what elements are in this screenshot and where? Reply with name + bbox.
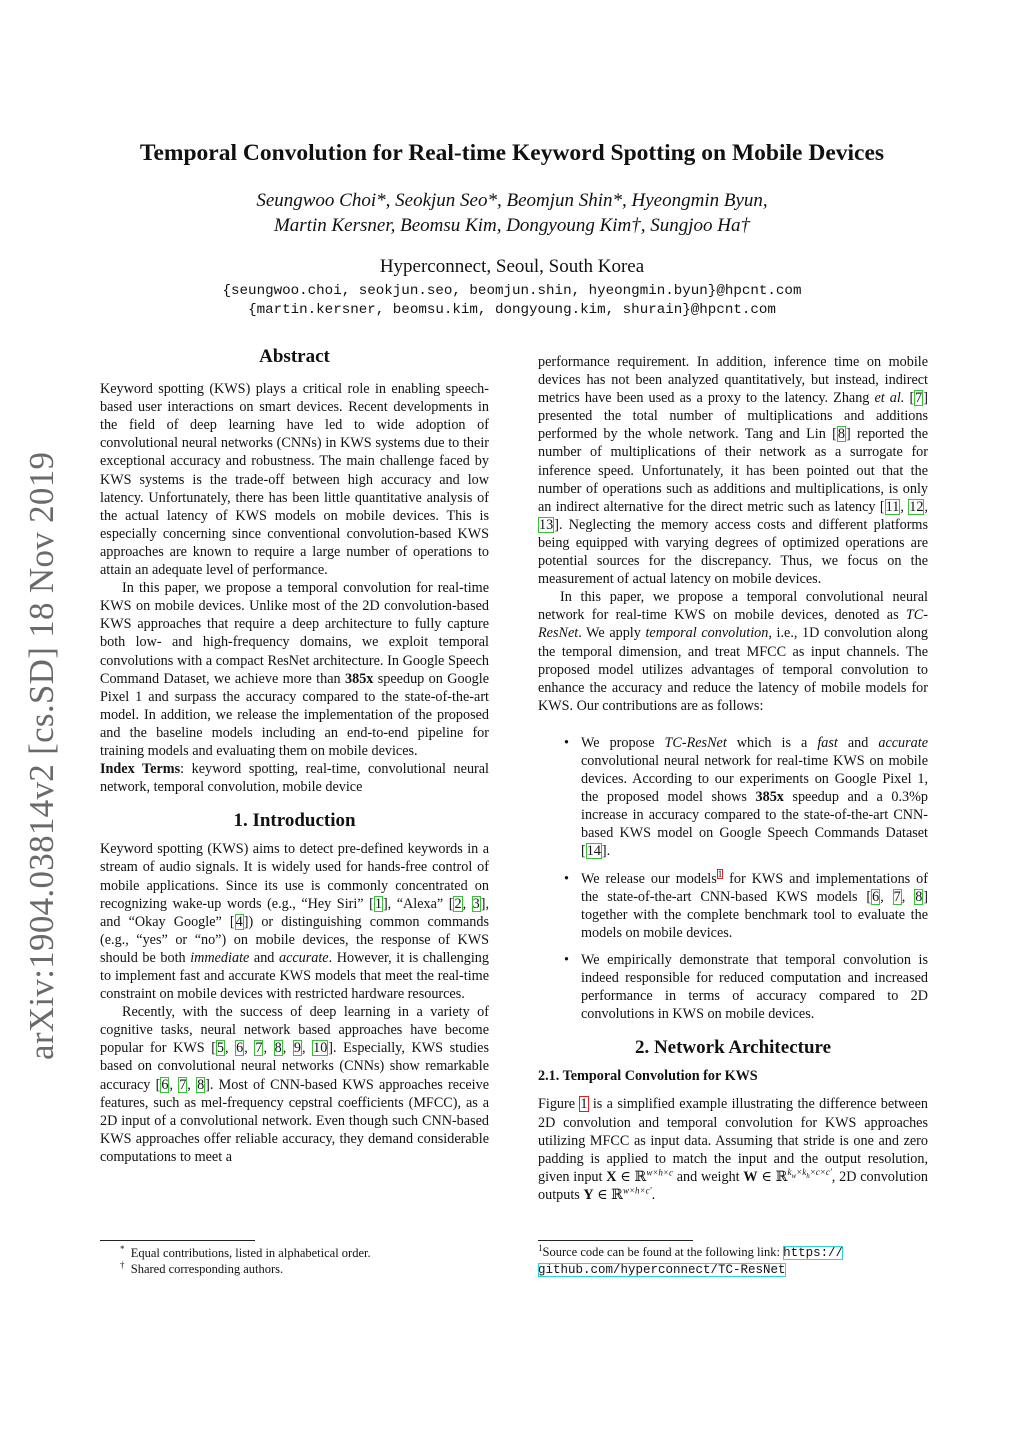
citation-link[interactable]: 7 xyxy=(255,1040,263,1057)
citation-link[interactable]: 8 xyxy=(915,888,923,905)
email-list xyxy=(0,282,1024,320)
footnote-divider xyxy=(538,1240,693,1241)
source-code-link[interactable]: github.com/hyperconnect/TC-ResNet xyxy=(538,1263,786,1277)
right-footnote: $^1$Source code can be found at the following link: https:// github.com/hyperconnect/TC-ResNet xyxy=(538,1242,844,1277)
citation-link[interactable]: 10 xyxy=(313,1040,328,1057)
contribution-item: • We propose TC-ResNet which is a fast and accurate convolutional neural network for real-time KWS on mobile devices. According to our experiments on Google Pixel 1, the proposed model shows 385x speedup and a 0.3%p increase in accuracy compared to the state-of-the-art CNN-based KWS model on Google Speech Commands Dataset [14]. xyxy=(538,734,928,861)
citation-link[interactable]: 8 xyxy=(197,1076,205,1093)
authors-line-1: Seungwoo Choi*, Seokjun Seo*, Beomjun Shin*, Hyeongmin Byun, xyxy=(256,190,768,211)
citation-link[interactable]: 1 xyxy=(374,895,382,912)
left-footnotes xyxy=(120,1245,490,1277)
citation-link[interactable]: 8 xyxy=(837,426,845,443)
author-list xyxy=(0,188,1024,238)
footnote-link[interactable]: 1 xyxy=(717,868,723,879)
abstract-paragraph-1: Keyword spotting (KWS) plays a critical role in enabling speech-based user interactions on smart devices. Recent developments in the field of deep learning have led to wide adoption of convolutional neural networks (CNNs) in KWS systems due to their exceptional accuracy and robustness. The main challenge faced by KWS systems is the trade-off between high accuracy and low latency. Unfortunately, there has been little quantitative analysis of the actual latency of KWS models on mobile devices. This is especially concerning since conventional convolution-based KWS approaches are known to require a large number of operations to attain an adequate level of performance. xyxy=(100,381,489,579)
introduction-heading: 1. Introduction xyxy=(233,810,356,832)
citation-link[interactable]: 6 xyxy=(872,888,880,905)
figure-link[interactable]: 1 xyxy=(580,1096,588,1113)
citation-link[interactable]: 11 xyxy=(885,498,900,515)
emails-line-2: {martin.kersner, beomsu.kim, dongyoung.kim, shurain}@hpcnt.com xyxy=(248,302,776,318)
affiliation: Hyperconnect, Seoul, South Korea xyxy=(379,256,645,277)
citation-link[interactable]: 7 xyxy=(179,1076,187,1093)
source-code-link[interactable]: https:// xyxy=(783,1246,844,1260)
section-2-heading: 2. Network Architecture xyxy=(634,1037,832,1059)
intro-paragraph-2: Recently, with the success of deep learning in a variety of cognitive tasks, neural network based approaches have become popular for KWS [5, 6, 7, 8, 9, 10]. Especially, KWS studies based on convolutional neural networks (CNNs) show remarkable accuracy [6, 7, 8]. Most of CNN-based KWS approaches receive features, such as mel-frequency cepstral coefficients (MFCC), as a 2D input of a convolutional network. Even though such CNN-based KWS approaches offer reliable accuracy, they demand considerable computations to meet a xyxy=(100,1004,489,1165)
citation-link[interactable]: 8 xyxy=(274,1040,282,1057)
contributions-list xyxy=(538,734,928,1023)
right-paragraph-2: In this paper, we propose a temporal convolutional neural network for real-time KWS on mobile devices, denoted as TC-ResNet. We apply temporal convolution, i.e., 1D convolution along the temporal dimension, and treat MFCC as input channels. The proposed model utilizes advantages of temporal convolution to enhance the accuracy and reduce the latency of mobile models for KWS. Our contributions are as follows: xyxy=(538,589,928,714)
right-column xyxy=(538,353,928,1204)
index-terms: Index Terms: keyword spotting, real-time, convolutional neural network, temporal convolution, mobile device xyxy=(100,761,490,796)
contribution-item: • We empirically demonstrate that temporal convolution is indeed responsible for reduced computation and increased performance in terms of accuracy compared to 2D convolutions in KWS on mobile devices. xyxy=(538,951,928,1023)
abstract-paragraph-2: In this paper, we propose a temporal convolution for real-time KWS on mobile devices. Unlike most of the 2D convolution-based KWS approaches that require a deep architecture to fully capture both low- and high-frequency domains, we exploit temporal convolutions with a compact ResNet architecture. In Google Speech Command Dataset, we achieve more than 385x speedup on Google Pixel 1 and surpass the accuracy compared to the state-of-the-art model. In addition, we release the implementation of the proposed and the baseline models including an end-to-end pipeline for training models and evaluating them on mobile devices. xyxy=(100,580,489,759)
right-paragraph-3: Figure 1 is a simplified example illustrating the difference between 2D convolution and temporal convolution for KWS approaches utilizing MFCC as input data. Assuming that stride is one and zero padding is applied to match the input and the output resolution, given input X ∈ ℝ$^{w\times h\times c}$ and weight W ∈ ℝ$^{k_w\times k_h\times c\times c'}$, 2D convolution outputs Y ∈ ℝ$^{w\times h\times c'}$. xyxy=(538,1096,929,1203)
citation-link[interactable]: 9 xyxy=(293,1040,301,1057)
abstract-heading: Abstract xyxy=(259,346,330,367)
subsection-2-1-heading: 2.1. Temporal Convolution for KWS xyxy=(538,1068,758,1085)
contribution-item: • We release our models$^1$ for KWS and implementations of the state-of-the-art CNN-based KWS models [6, 7, 8] together with the complete benchmark tool to evaluate the models on mobile devices. xyxy=(538,870,928,942)
citation-link[interactable]: 14 xyxy=(586,843,601,860)
footnote-divider xyxy=(100,1240,255,1241)
citation-link[interactable]: 4 xyxy=(235,913,243,930)
left-column xyxy=(100,348,489,1166)
citation-link[interactable]: 12 xyxy=(909,498,924,515)
citation-link[interactable]: 6 xyxy=(236,1040,244,1057)
right-paragraph-1: performance requirement. In addition, inference time on mobile devices has not been analyzed quantitatively, but instead, indirect metrics have been used as a proxy to the latency. Zhang et al. [7] presented the total number of multiplications and additions performed by the whole network. Tang and Lin [8] reported the number of multiplications of their network as a surrogate for inference speed. Unfortunately, it has been pointed out that the number of operations such as additions and multiplications, is only an indirect alternative for the direct metric such as latency [11, 12, 13]. Neglecting the memory access costs and different platforms being equipped with varying degrees of optimized operations are potential sources for the discrepancy. Thus, we focus on the measurement of actual latency on mobile devices. xyxy=(538,354,929,588)
intro-paragraph-1: Keyword spotting (KWS) aims to detect pre-defined keywords in a stream of audio signals. It is widely used for hands-free control of mobile applications. Since its use is commonly concentrated on recognizing wake-up words (e.g., “Hey Siri” [1], “Alexa” [2, 3], and “Okay Google” [4]) or distinguishing common commands (e.g., “yes” or “no”) on mobile devices, the response of KWS should be both immediate and accurate. However, it is challenging to implement fast and accurate KWS models that meet the real-time constraint on mobile devices with restricted hardware resources. xyxy=(100,841,490,1003)
footnote-equal-contribution: * Equal contributions, listed in alphabetical order. xyxy=(120,1243,371,1260)
citation-link[interactable]: 7 xyxy=(915,390,923,407)
arxiv-sidebar-stamp: arXiv:1904.03814v2 [cs.SD] 18 Nov 2019 xyxy=(22,451,61,1060)
emails-line-1: {seungwoo.choi, seokjun.seo, beomjun.shin, hyeongmin.byun}@hpcnt.com xyxy=(222,283,802,299)
citation-link[interactable]: 13 xyxy=(539,516,554,533)
footnote-corresponding: † Shared corresponding authors. xyxy=(120,1259,284,1276)
paper-title: Temporal Convolution for Real-time Keyword Spotting on Mobile Devices xyxy=(139,140,885,166)
citation-link[interactable]: 2 xyxy=(454,895,462,912)
citation-link[interactable]: 6 xyxy=(161,1076,169,1093)
authors-line-2: Martin Kersner, Beomsu Kim, Dongyoung Kim†, Sungjoo Ha† xyxy=(273,215,751,236)
citation-link[interactable]: 3 xyxy=(472,895,480,912)
citation-link[interactable]: 5 xyxy=(216,1040,225,1057)
citation-link[interactable]: 7 xyxy=(893,888,901,905)
